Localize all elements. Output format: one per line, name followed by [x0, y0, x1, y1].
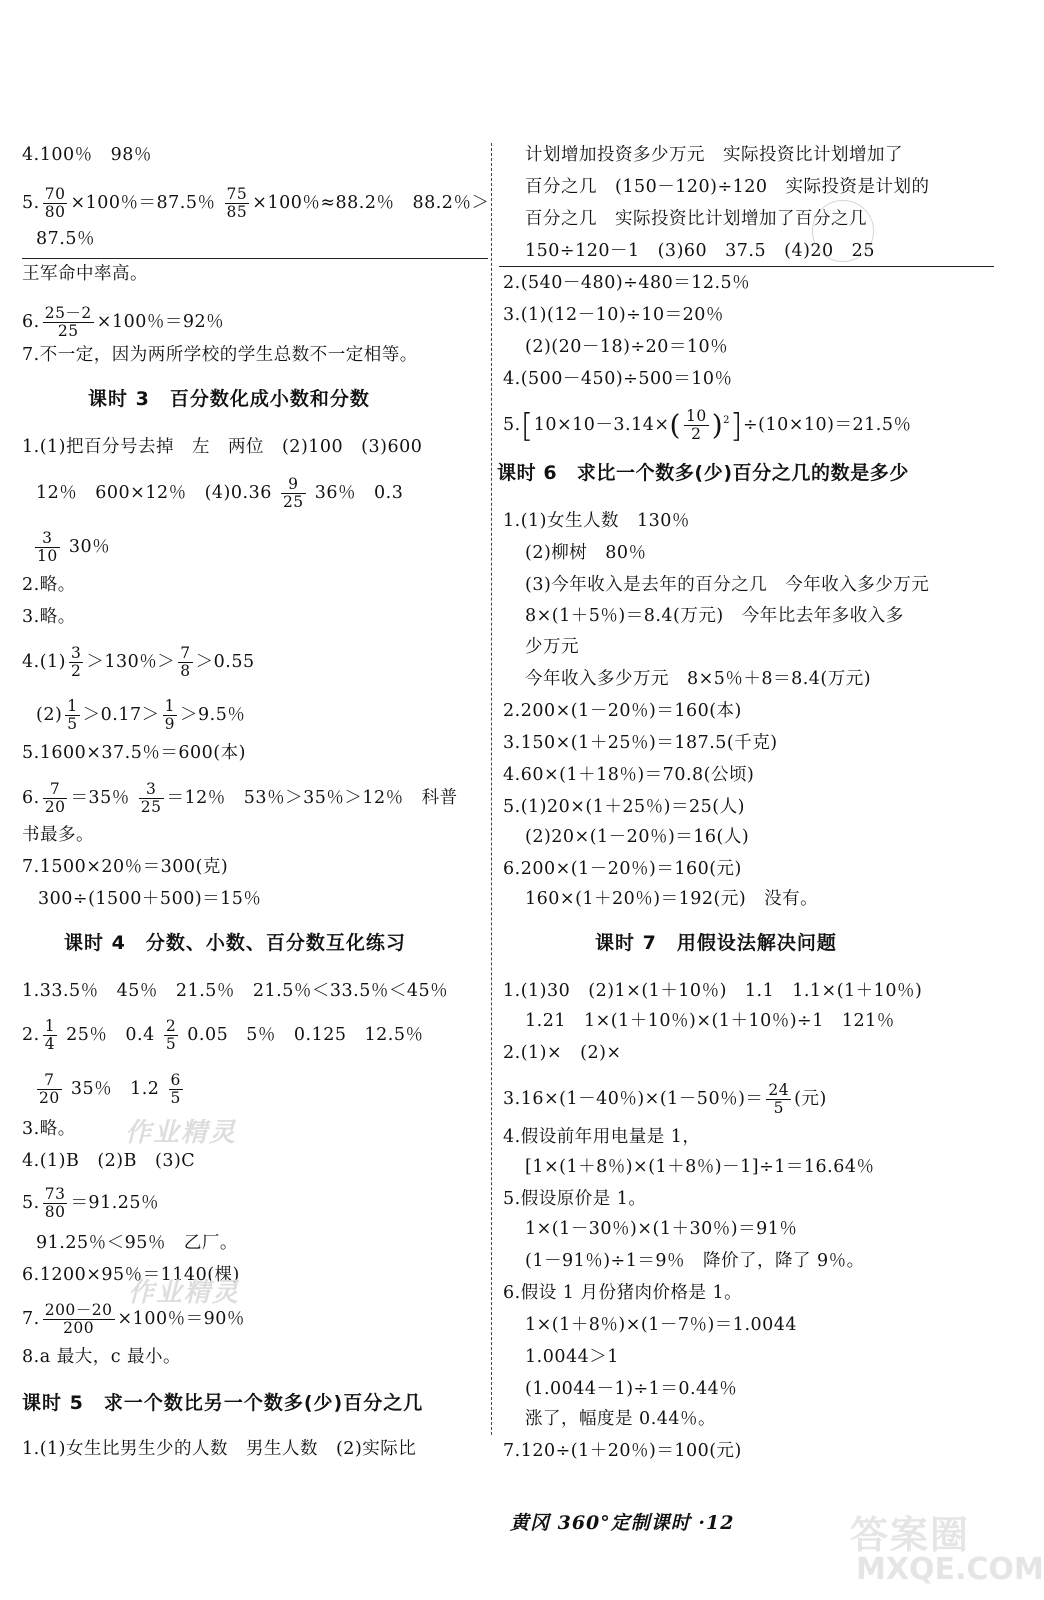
- answer-line: 12％ 600×12％ (4)0.36 $\frac{9}{25}$ 36％ 0.3: [36, 475, 404, 511]
- answer-line: 1.(1)女生比男生少的人数 男生人数 (2)实际比: [22, 1439, 417, 1459]
- answer-line: [1×(1＋8％)×(1＋8％)－1]÷1＝16.64％: [525, 1157, 875, 1177]
- answer-line: 6.1200×95％＝1140(棵): [22, 1265, 240, 1285]
- answer-line: (1.0044－1)÷1＝0.44％: [525, 1379, 738, 1399]
- answer-line: 4.假设前年用电量是 1，: [503, 1127, 701, 1147]
- divider: [499, 266, 994, 267]
- answer-line: 6.假设 1 月份猪肉价格是 1。: [503, 1283, 743, 1303]
- fraction: $\frac{75}{85}$: [226, 185, 248, 221]
- fraction: $\frac{70}{80}$: [44, 185, 66, 221]
- answer-line: 1×(1－30％)×(1＋30％)＝91％: [525, 1219, 798, 1239]
- watermark: 作业精灵: [128, 1278, 241, 1308]
- fraction: $\frac{200-20}{200}$: [44, 1301, 113, 1337]
- answer-line: 150÷120－1 (3)60 37.5 (4)20 25: [525, 241, 875, 261]
- answer-line: 少万元: [525, 637, 579, 657]
- answer-line: 1.0044＞1: [525, 1347, 619, 1367]
- answer-line: (3)今年收入是去年的百分之几 今年收入多少万元: [525, 575, 930, 595]
- answer-line: 3.(1)(12－10)÷10＝20％: [503, 305, 724, 325]
- answer-line: 2.200×(1－20％)＝160(本): [503, 701, 742, 721]
- fraction: $\frac{10}{2}$: [685, 407, 707, 443]
- answer-line: 3.16×(1－40％)×(1－50％)＝ $\frac{24}{5}$ (元): [503, 1081, 827, 1117]
- section-heading: 课时 5 求一个数比另一个数多(少)百分之几: [22, 1392, 424, 1414]
- fraction: $\frac{1}{9}$: [164, 697, 176, 733]
- answer-line: 5. $\frac{70}{80}$ ×100％＝87.5％ $\frac{75}{85}$ ×100％≈88.2％ 88.2％＞: [22, 185, 490, 221]
- fraction: $\frac{7}{20}$: [44, 780, 66, 816]
- fraction: $\frac{2}{5}$: [165, 1017, 177, 1053]
- answer-line: 涨了，幅度是 0.44％。: [525, 1409, 717, 1429]
- section-heading: 课时 4 分数、小数、百分数互化练习: [64, 932, 406, 954]
- answer-line: 6. $\frac{7}{20}$ ＝35％ $\frac{3}{25}$ ＝12％ 53％＞35％＞12％ 科普: [22, 780, 458, 816]
- answer-line: 7.不一定，因为两所学校的学生总数不一定相等。: [22, 345, 418, 365]
- fraction: $\frac{6}{5}$: [170, 1071, 181, 1107]
- answer-line: (2)20×(1－20％)＝16(人): [525, 827, 750, 847]
- answer-line: 7.120÷(1＋20％)＝100(元): [503, 1441, 742, 1461]
- section-heading: 课时 3 百分数化成小数和分数: [88, 388, 370, 410]
- answer-line: 3.略。: [22, 607, 76, 627]
- answer-line: 1.(1)女生人数 130％: [503, 511, 690, 531]
- answer-line: 3.150×(1＋25％)＝187.5(千克): [503, 733, 778, 753]
- answer-line: 计划增加投资多少万元 实际投资比计划增加了: [525, 145, 903, 165]
- answer-line: 2.(540－480)÷480＝12.5％: [503, 273, 751, 293]
- fraction: $\frac{3}{25}$: [140, 780, 162, 816]
- answer-line: 4.(1)B (2)B (3)C: [22, 1151, 196, 1171]
- answer-line: 8×(1＋5％)＝8.4(万元) 今年比去年多收入多: [525, 606, 904, 626]
- answer-line: 1.(1)把百分号去掉 左 两位 (2)100 (3)600: [22, 437, 423, 457]
- answer-line: 160×(1＋20％)＝192(元) 没有。: [525, 889, 819, 909]
- fraction: $\frac{7}{8}$: [180, 644, 191, 680]
- answer-line: 7. $\frac{200-20}{200}$ ×100％＝90％: [22, 1301, 245, 1337]
- answer-line: 8.a 最大，c 最小。: [22, 1347, 182, 1367]
- fraction: $\frac{9}{25}$: [282, 475, 304, 511]
- fraction: $\frac{24}{5}$: [768, 1081, 790, 1117]
- section-heading: 课时 6 求比一个数多(少)百分之几的数是多少: [497, 462, 910, 484]
- page-footer: 黄冈 360°定制课时 ·12: [510, 1512, 735, 1534]
- fraction: $\frac{3}{2}$: [71, 644, 82, 680]
- answer-line: 5.假设原价是 1。: [503, 1189, 647, 1209]
- answer-line: 300÷(1500＋500)＝15％: [38, 889, 262, 909]
- answer-line: 91.25％＜95％ 乙厂。: [36, 1233, 238, 1253]
- answer-line: 百分之几 (150－120)÷120 实际投资是计划的: [525, 177, 930, 197]
- answer-line: $\frac{7}{20}$ 35％ 1.2 $\frac{6}{5}$: [39, 1071, 181, 1107]
- answer-line: (1－91％)÷1＝9％ 降价了，降了 9％。: [525, 1251, 865, 1271]
- fraction: $\frac{1}{4}$: [44, 1017, 56, 1053]
- answer-line: 3.略。: [22, 1119, 76, 1139]
- answer-line: (2)柳树 80％: [525, 543, 647, 563]
- answer-line: 4.(500－450)÷500＝10％: [503, 369, 733, 389]
- fraction: $\frac{25-2}{25}$: [44, 304, 92, 340]
- section-heading: 课时 7 用假设法解决问题: [595, 932, 837, 954]
- answer-line: 5.[10×10－3.14×( $\frac{10}{2}$ )$^2$]÷(10×10)＝21.5％: [503, 406, 912, 445]
- answer-line: 王军命中率高。: [22, 258, 488, 285]
- answer-line: 6.200×(1－20％)＝160(元): [503, 859, 742, 879]
- answer-line: 4.(1) $\frac{3}{2}$ ＞130％＞ $\frac{7}{8}$ ＞0.55: [22, 644, 255, 680]
- answer-line: 1.21 1×(1＋10％)×(1＋10％)÷1 121％: [525, 1011, 895, 1031]
- answer-line: 87.5％: [36, 229, 95, 249]
- answer-line: 2.略。: [22, 575, 76, 595]
- answer-line: 1×(1＋8％)×(1－7％)＝1.0044: [525, 1315, 798, 1335]
- answer-line: 百分之几 实际投资比计划增加了百分之几: [525, 209, 867, 229]
- answer-line: 2. $\frac{1}{4}$ 25％ 0.4 $\frac{2}{5}$ 0.05 5％ 0.125 12.5％: [22, 1017, 424, 1053]
- answer-line: 书最多。: [22, 825, 94, 845]
- answer-line: 1.33.5％ 45％ 21.5％ 21.5％＜33.5％＜45％: [22, 981, 449, 1001]
- answer-line: (2) $\frac{1}{5}$ ＞0.17＞ $\frac{1}{9}$ ＞9.5％: [36, 697, 246, 733]
- site-logo: 答案圈 MXQE.COM: [850, 1513, 1044, 1587]
- answer-line: 4.60×(1＋18％)＝70.8(公顷): [503, 765, 755, 785]
- answer-line: 6. $\frac{25-2}{25}$ ×100％＝92％: [22, 304, 225, 340]
- answer-line: 7.1500×20％＝300(克): [22, 857, 229, 877]
- fraction: $\frac{1}{5}$: [67, 697, 78, 733]
- stamp-seal: [812, 200, 874, 262]
- column-divider: [491, 143, 492, 1435]
- answer-line: 5.(1)20×(1＋25％)＝25(人): [503, 797, 745, 817]
- answer-line: (2)(20－18)÷20＝10％: [525, 337, 729, 357]
- answer-line: 5.1600×37.5％＝600(本): [22, 743, 246, 763]
- answer-line: 2.(1)× (2)×: [503, 1043, 622, 1063]
- fraction: $\frac{3}{10}$: [37, 529, 58, 565]
- answer-line: 4.100％ 98％: [22, 145, 152, 165]
- answer-line: 5. $\frac{73}{80}$ ＝91.25％: [22, 1185, 160, 1221]
- fraction: $\frac{73}{80}$: [44, 1185, 66, 1221]
- watermark: 作业精灵: [125, 1118, 238, 1148]
- answer-line: 1.(1)30 (2)1×(1＋10％) 1.1 1.1×(1＋10％): [503, 981, 923, 1001]
- answer-line: $\frac{3}{10}$ 30％: [37, 529, 111, 565]
- fraction: $\frac{7}{20}$: [39, 1071, 60, 1107]
- answer-line: 今年收入多少万元 8×5％＋8＝8.4(万元): [525, 669, 872, 689]
